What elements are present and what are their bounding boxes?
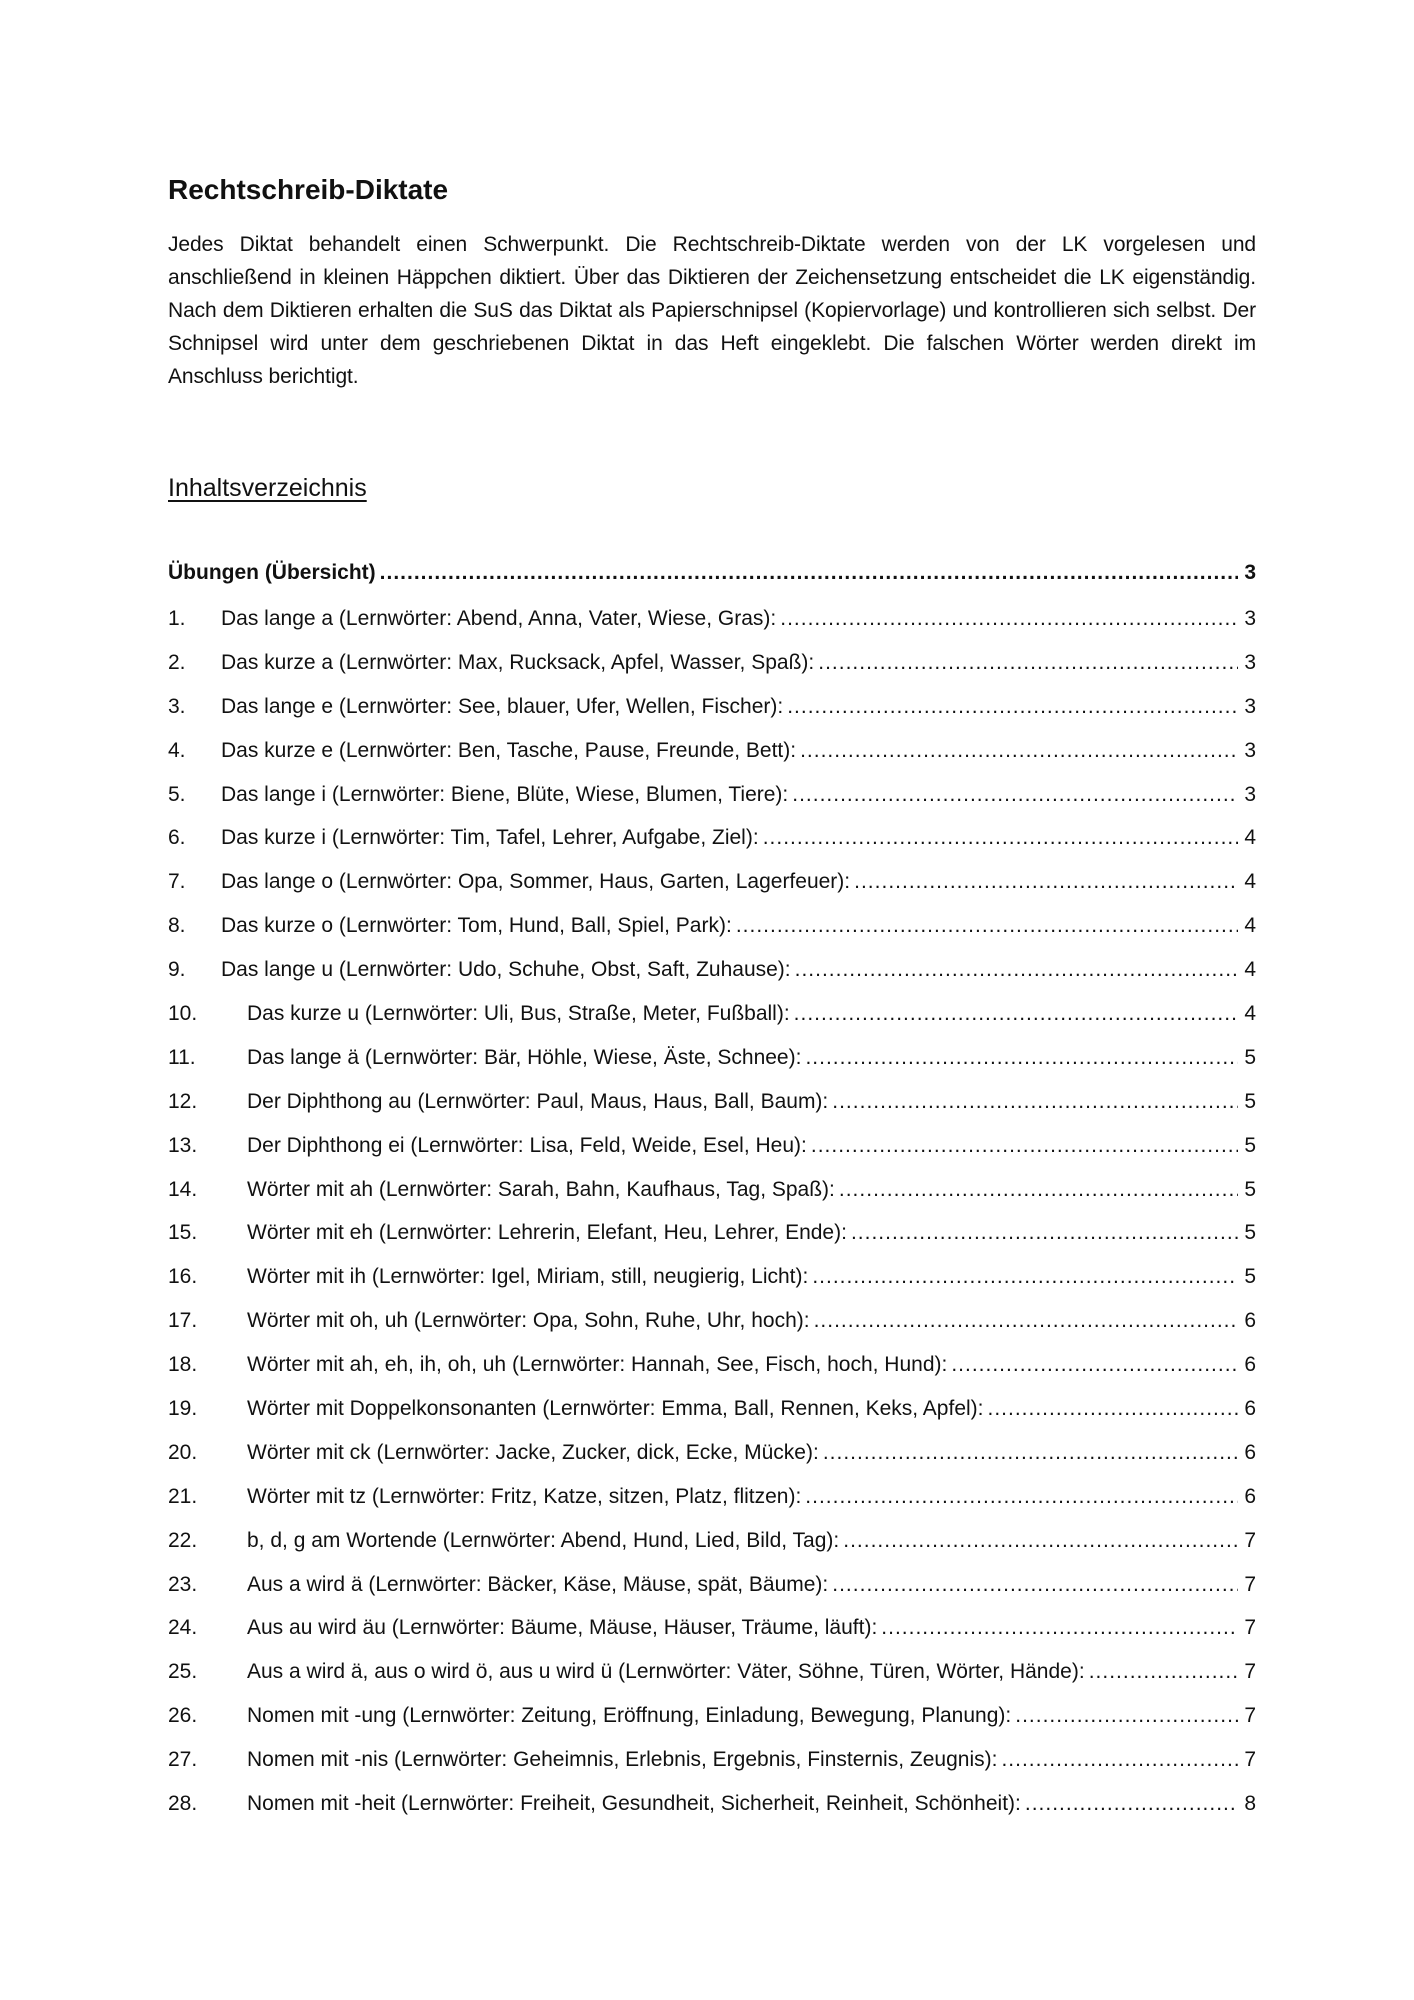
toc-heading: Inhaltsverzeichnis (168, 474, 367, 502)
toc-entry[interactable] (168, 780, 1256, 824)
toc-entry-label: Das lange u (Lernwörter: Udo, Schuhe, Obst, Saft, Zuhause): (221, 958, 791, 982)
toc-entry[interactable] (168, 1570, 1256, 1614)
toc-entry-label: Das lange i (Lernwörter: Biene, Blüte, Wiese, Blumen, Tiere): (221, 782, 789, 806)
toc-entry-label: Der Diphthong au (Lernwörter: Paul, Maus, Haus, Ball, Baum): (247, 1089, 829, 1113)
toc-entry-page: 7 (1244, 1528, 1256, 1552)
toc-entry[interactable] (168, 1526, 1256, 1570)
toc-entry-label: Wörter mit tz (Lernwörter: Fritz, Katze, sitzen, Platz, flitzen): (247, 1484, 802, 1508)
toc-entry-label: Nomen mit -heit (Lernwörter: Freiheit, Gesundheit, Sicherheit, Reinheit, Schönheit): (247, 1792, 1021, 1816)
toc-entry-number: 7. (168, 870, 186, 894)
toc-dot-leader (988, 1394, 1239, 1424)
toc-dot-leader (794, 999, 1238, 1029)
toc-entry-page: 6 (1244, 1484, 1256, 1508)
toc-entry[interactable] (168, 736, 1256, 780)
toc-entry-number: 17. (168, 1309, 198, 1333)
toc-entry-number: 18. (168, 1353, 198, 1377)
toc-dot-leader (1089, 1657, 1238, 1687)
toc-dot-leader (854, 867, 1238, 897)
table-of-contents (168, 558, 1256, 1833)
toc-dot-leader (1001, 1745, 1238, 1775)
toc-entry-page: 4 (1244, 958, 1256, 982)
toc-entry[interactable] (168, 1745, 1256, 1789)
toc-dot-leader (951, 1350, 1238, 1380)
toc-entry-label: Das lange e (Lernwörter: See, blauer, Ufer, Wellen, Fischer): (221, 694, 784, 718)
toc-entry[interactable] (168, 867, 1256, 911)
toc-entry-page: 6 (1244, 1309, 1256, 1333)
toc-entry[interactable] (168, 648, 1256, 692)
toc-entry-page: 3 (1244, 782, 1256, 806)
toc-dot-leader (1025, 1789, 1238, 1819)
toc-entry-number: 24. (168, 1616, 198, 1640)
toc-entry[interactable] (168, 955, 1256, 999)
toc-entry[interactable] (168, 1262, 1256, 1306)
toc-entry-page: 5 (1244, 1045, 1256, 1069)
toc-entry-number: 9. (168, 958, 186, 982)
toc-entry-number: 28. (168, 1792, 198, 1816)
toc-entry-page: 3 (1244, 694, 1256, 718)
toc-entry-page: 5 (1244, 1177, 1256, 1201)
toc-entry-number: 22. (168, 1528, 198, 1552)
toc-entry-page: 7 (1244, 1572, 1256, 1596)
toc-entry-page: 4 (1244, 870, 1256, 894)
toc-dot-leader (380, 558, 1238, 588)
toc-entry[interactable] (168, 1350, 1256, 1394)
toc-entry-label: Das lange ä (Lernwörter: Bär, Höhle, Wiese, Äste, Schnee): (247, 1045, 802, 1069)
toc-entry-page: 3 (1244, 738, 1256, 762)
toc-entry-label: Der Diphthong ei (Lernwörter: Lisa, Feld, Weide, Esel, Heu): (247, 1133, 807, 1157)
toc-entry-label: Das kurze a (Lernwörter: Max, Rucksack, Apfel, Wasser, Spaß): (221, 650, 815, 674)
toc-dot-leader (832, 1570, 1238, 1600)
toc-entry-number: 13. (168, 1133, 198, 1157)
toc-entry-label: Nomen mit -ung (Lernwörter: Zeitung, Eröffnung, Einladung, Bewegung, Planung): (247, 1704, 1012, 1728)
toc-entry-label: Wörter mit ah, eh, ih, oh, uh (Lernwörter: Hannah, See, Fisch, hoch, Hund): (247, 1353, 948, 1377)
toc-dot-leader (881, 1613, 1238, 1643)
toc-overview-entry[interactable] (168, 558, 1256, 604)
toc-entry-page: 5 (1244, 1133, 1256, 1157)
document-title: Rechtschreib-Diktate (168, 174, 449, 205)
toc-entry[interactable] (168, 1613, 1256, 1657)
toc-entry-number: 12. (168, 1089, 198, 1113)
toc-entry-number: 6. (168, 826, 186, 850)
toc-entry[interactable] (168, 692, 1256, 736)
toc-entry-label: Das kurze o (Lernwörter: Tom, Hund, Ball, Spiel, Park): (221, 914, 732, 938)
toc-dot-leader (763, 823, 1238, 853)
toc-entry-page: 4 (1244, 826, 1256, 850)
toc-entry[interactable] (168, 1175, 1256, 1219)
toc-entry-page: 3 (1244, 650, 1256, 674)
toc-dot-leader (811, 1131, 1238, 1161)
toc-dot-leader (795, 955, 1238, 985)
toc-entry-label: Wörter mit ah (Lernwörter: Sarah, Bahn, Kaufhaus, Tag, Spaß): (247, 1177, 835, 1201)
toc-entry-label: Das lange a (Lernwörter: Abend, Anna, Vater, Wiese, Gras): (221, 607, 777, 630)
toc-dot-leader (780, 604, 1238, 634)
toc-entry[interactable] (168, 1394, 1256, 1438)
toc-dot-leader (1015, 1701, 1238, 1731)
toc-entry-label: Wörter mit eh (Lernwörter: Lehrerin, Elefant, Heu, Lehrer, Ende): (247, 1221, 847, 1245)
toc-entry-page: 5 (1244, 1265, 1256, 1289)
toc-entry[interactable] (168, 1701, 1256, 1745)
toc-entry-page: 5 (1244, 1089, 1256, 1113)
toc-entry-label: Wörter mit Doppelkonsonanten (Lernwörter: Emma, Ball, Rennen, Keks, Apfel): (247, 1397, 984, 1421)
toc-entry-page: 3 (1244, 607, 1256, 630)
toc-entry-number: 1. (168, 607, 186, 630)
toc-entry-number: 8. (168, 914, 186, 938)
toc-entry-page: 5 (1244, 1221, 1256, 1245)
toc-entry-page: 7 (1244, 1748, 1256, 1772)
toc-entry-number: 19. (168, 1397, 198, 1421)
toc-entry[interactable] (168, 1218, 1256, 1262)
toc-entry-label: Aus a wird ä, aus o wird ö, aus u wird ü (Lernwörter: Väter, Söhne, Türen, Wörter, Hände): (247, 1660, 1085, 1684)
toc-entry-label: Das lange o (Lernwörter: Opa, Sommer, Haus, Garten, Lagerfeuer): (221, 870, 851, 894)
toc-entry-page: 4 (1244, 1002, 1256, 1026)
toc-dot-leader (823, 1438, 1238, 1468)
toc-entry-number: 26. (168, 1704, 198, 1728)
toc-entry-page: 6 (1244, 1397, 1256, 1421)
toc-entry-number: 3. (168, 694, 186, 718)
toc-dot-leader (814, 1306, 1238, 1336)
toc-entry-label: Nomen mit -nis (Lernwörter: Geheimnis, Erlebnis, Ergebnis, Finsternis, Zeugnis): (247, 1748, 998, 1772)
toc-entry-number: 14. (168, 1177, 198, 1201)
toc-dot-leader (832, 1087, 1238, 1117)
toc-dot-leader (851, 1218, 1238, 1248)
toc-entry-label: b, d, g am Wortende (Lernwörter: Abend, Hund, Lied, Bild, Tag): (247, 1528, 840, 1552)
toc-entry[interactable] (168, 999, 1256, 1043)
toc-dot-leader (805, 1482, 1238, 1512)
toc-entry-label: Das kurze i (Lernwörter: Tim, Tafel, Lehrer, Aufgabe, Ziel): (221, 826, 759, 850)
toc-entry-label: Wörter mit oh, uh (Lernwörter: Opa, Sohn, Ruhe, Uhr, hoch): (247, 1309, 810, 1333)
toc-entry[interactable] (168, 1131, 1256, 1175)
toc-entry-label: Das kurze e (Lernwörter: Ben, Tasche, Pause, Freunde, Bett): (221, 738, 797, 762)
toc-entry-label: Aus a wird ä (Lernwörter: Bäcker, Käse, Mäuse, spät, Bäume): (247, 1572, 829, 1596)
toc-dot-leader (818, 648, 1238, 678)
toc-dot-leader (843, 1526, 1238, 1556)
toc-entry[interactable] (168, 1657, 1256, 1701)
toc-entry-label: Wörter mit ck (Lernwörter: Jacke, Zucker, dick, Ecke, Mücke): (247, 1440, 819, 1464)
toc-entry[interactable] (168, 1087, 1256, 1131)
toc-entry[interactable] (168, 1306, 1256, 1350)
toc-dot-leader (800, 736, 1238, 766)
toc-dot-leader (812, 1262, 1238, 1292)
toc-entry-label: Das kurze u (Lernwörter: Uli, Bus, Straße, Meter, Fußball): (247, 1002, 790, 1026)
toc-entry-page: 7 (1244, 1704, 1256, 1728)
toc-entry-number: 27. (168, 1748, 198, 1772)
toc-entry-number: 5. (168, 782, 186, 806)
toc-entry-page: 7 (1244, 1616, 1256, 1640)
toc-entry-number: 16. (168, 1265, 198, 1289)
toc-entry-number: 15. (168, 1221, 198, 1245)
toc-entry[interactable] (168, 823, 1256, 867)
toc-entry-number: 25. (168, 1660, 198, 1684)
toc-dot-leader (805, 1043, 1238, 1073)
toc-entry-number: 2. (168, 650, 186, 674)
toc-dot-leader (839, 1175, 1238, 1205)
toc-dot-leader (736, 911, 1238, 941)
toc-entry-number: 21. (168, 1484, 198, 1508)
toc-entry-label: Wörter mit ih (Lernwörter: Igel, Miriam, still, neugierig, Licht): (247, 1265, 809, 1289)
toc-entry-number: 20. (168, 1440, 198, 1464)
toc-entry-label: Aus au wird äu (Lernwörter: Bäume, Mäuse, Häuser, Träume, läuft): (247, 1616, 878, 1640)
document-page (168, 168, 1256, 1816)
toc-entry-page: 3 (1244, 561, 1256, 584)
toc-entry[interactable] (168, 1043, 1256, 1087)
toc-entry[interactable] (168, 1438, 1256, 1482)
toc-entry-number: 10. (168, 1002, 198, 1026)
toc-dot-leader (787, 692, 1238, 722)
toc-entry-number: 23. (168, 1572, 198, 1596)
toc-entry[interactable] (168, 604, 1256, 648)
toc-entry-page: 7 (1244, 1660, 1256, 1684)
intro-paragraph: Jedes Diktat behandelt einen Schwerpunkt. Die Rechtschreib-Diktate werden von der LK vorgelesen und anschließend in kleinen Häppchen diktiert. Über das Diktieren der Zeichensetzung entscheidet die LK eigenständig. Nach dem Diktieren erhalten die SuS das Diktat als Papierschnipsel (Kopiervorlage) und kontrollieren sich selbst. Der Schnipsel wird unter dem geschriebenen Diktat in das Heft eingeklebt. Die falschen Wörter werden direkt im Anschluss berichtigt. (168, 233, 1256, 388)
toc-entry-page: 4 (1244, 914, 1256, 938)
toc-entry-number: 11. (168, 1045, 196, 1069)
toc-entry[interactable] (168, 1482, 1256, 1526)
toc-entry[interactable] (168, 1789, 1256, 1833)
toc-entry-number: 4. (168, 738, 186, 762)
toc-entry[interactable] (168, 911, 1256, 955)
toc-entry-page: 6 (1244, 1440, 1256, 1464)
toc-entry-page: 8 (1244, 1792, 1256, 1816)
toc-dot-leader (792, 780, 1238, 810)
toc-entry-label: Übungen (Übersicht) (168, 561, 376, 584)
toc-entry-page: 6 (1244, 1353, 1256, 1377)
